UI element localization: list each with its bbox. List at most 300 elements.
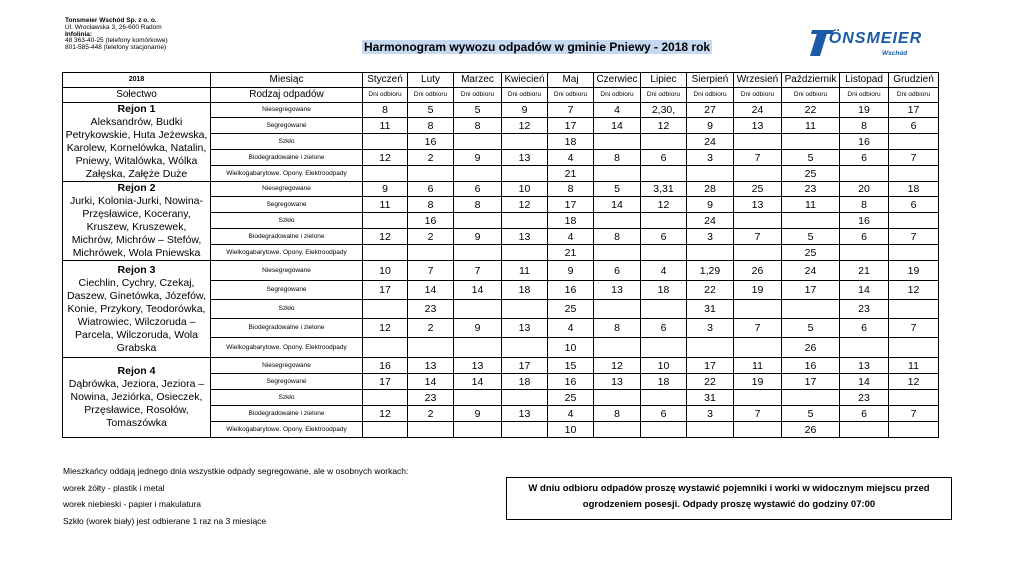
pickup-day-cell: 13 (454, 358, 502, 374)
region-cell (63, 261, 211, 358)
pickup-day-cell: 18 (548, 134, 594, 150)
pickup-day-cell: 11 (363, 197, 408, 213)
pickup-day-cell: 10 (548, 422, 594, 438)
pickup-day-cell: 5 (782, 406, 840, 422)
pickup-day-cell: 19 (734, 281, 782, 300)
infolinia-label: Infolinia: (65, 30, 93, 38)
pickup-day-cell (734, 134, 782, 150)
waste-type: Szkło (211, 134, 363, 150)
pickup-day-cell (641, 166, 687, 182)
pickup-day-cell: 26 (734, 261, 782, 281)
pickup-day-cell: 20 (840, 182, 889, 197)
pickup-day-cell (594, 422, 641, 438)
month-header: Marzec (454, 73, 502, 88)
pickup-day-cell (782, 300, 840, 319)
pickup-day-cell: 13 (502, 319, 548, 338)
pickup-day-cell: 11 (889, 358, 939, 374)
pickup-day-cell: 22 (687, 281, 734, 300)
month-label-header: Miesiąc (211, 73, 363, 88)
pickup-day-cell (454, 300, 502, 319)
pickup-day-cell (687, 245, 734, 261)
pickup-day-cell: 23 (408, 390, 454, 406)
pickup-day-cell: 12 (594, 358, 641, 374)
waste-type-header: Rodzaj odpadów (211, 88, 363, 103)
pickup-day-cell: 13 (408, 358, 454, 374)
pickup-day-cell: 13 (594, 374, 641, 390)
pickup-day-cell: 8 (594, 319, 641, 338)
region-villages: Jurki, Kolonia-Jurki, Nowina-Przęsławice, Kocerany, Kruszew, Kruszewek, Michrów, Michrów – Stefów, Michrówek, Wola Pniewska (69, 195, 204, 259)
pickup-days-header: Dni odbioru (408, 88, 454, 103)
subheader-row (63, 88, 939, 103)
pickup-day-cell: 14 (454, 281, 502, 300)
pickup-day-cell: 2 (408, 406, 454, 422)
pickup-day-cell: 6 (840, 229, 889, 245)
pickup-day-cell: 8 (408, 118, 454, 134)
pickup-day-cell: 9 (454, 229, 502, 245)
pickup-day-cell: 22 (687, 374, 734, 390)
pickup-day-cell: 6 (641, 229, 687, 245)
pickup-day-cell: 3 (687, 406, 734, 422)
pickup-day-cell: 3 (687, 319, 734, 338)
pickup-day-cell: 1,29 (687, 261, 734, 281)
pickup-day-cell: 3 (687, 229, 734, 245)
pickup-day-cell: 13 (502, 150, 548, 166)
pickup-day-cell (502, 213, 548, 229)
pickup-day-cell: 24 (734, 103, 782, 118)
waste-type: Segregowane (211, 374, 363, 390)
pickup-day-cell (889, 338, 939, 358)
waste-type: Wielkogabarytowe. Opony. Elektroodpady (211, 166, 363, 182)
pickup-day-cell: 7 (408, 261, 454, 281)
pickup-day-cell (363, 338, 408, 358)
phone-landline: 801-585-448 (telefony stacjonarne) (65, 44, 167, 52)
pickup-day-cell (594, 213, 641, 229)
pickup-day-cell: 5 (782, 150, 840, 166)
pickup-day-cell: 6 (641, 319, 687, 338)
pickup-day-cell: 4 (594, 103, 641, 118)
notes (63, 463, 408, 529)
pickup-day-cell: 2 (408, 319, 454, 338)
pickup-day-cell: 25 (548, 300, 594, 319)
pickup-day-cell: 13 (734, 118, 782, 134)
pickup-day-cell: 3,31 (641, 182, 687, 197)
pickup-day-cell: 7 (734, 319, 782, 338)
pickup-day-cell: 11 (782, 118, 840, 134)
waste-type: Szkło (211, 213, 363, 229)
waste-type: Wielkogabarytowe. Opony. Elektroodpady (211, 338, 363, 358)
pickup-day-cell (454, 134, 502, 150)
pickup-day-cell: 9 (548, 261, 594, 281)
pickup-day-cell: 10 (641, 358, 687, 374)
month-header: Listopad (840, 73, 889, 88)
pickup-day-cell: 12 (363, 406, 408, 422)
pickup-day-cell (734, 213, 782, 229)
region-name: Rejon 4 (117, 365, 156, 377)
pickup-day-cell: 19 (734, 374, 782, 390)
pickup-day-cell: 12 (889, 281, 939, 300)
pickup-day-cell (641, 245, 687, 261)
pickup-notice (506, 477, 952, 520)
pickup-day-cell: 4 (641, 261, 687, 281)
pickup-day-cell (363, 422, 408, 438)
region-cell (63, 358, 211, 438)
pickup-days-header: Dni odbioru (782, 88, 840, 103)
note-line: worek żółty - plastik i metal (63, 482, 165, 493)
pickup-day-cell (502, 338, 548, 358)
pickup-day-cell: 5 (782, 229, 840, 245)
region-name: Rejon 2 (117, 182, 156, 194)
pickup-day-cell: 10 (502, 182, 548, 197)
month-header: Grudzień (889, 73, 939, 88)
region-name: Rejon 3 (117, 263, 156, 276)
pickup-day-cell (734, 300, 782, 319)
pickup-day-cell (889, 166, 939, 182)
pickup-day-cell: 8 (454, 197, 502, 213)
pickup-day-cell: 19 (889, 261, 939, 281)
pickup-day-cell: 11 (502, 261, 548, 281)
pickup-day-cell (734, 422, 782, 438)
pickup-day-cell: 4 (548, 229, 594, 245)
pickup-day-cell (363, 245, 408, 261)
pickup-day-cell: 7 (889, 229, 939, 245)
pickup-day-cell: 9 (454, 319, 502, 338)
pickup-days-header: Dni odbioru (594, 88, 641, 103)
pickup-day-cell: 7 (454, 261, 502, 281)
month-header: Lipiec (641, 73, 687, 88)
pickup-day-cell: 12 (641, 197, 687, 213)
company-name: Tonsmeier Wschód Sp. z o. o. (65, 17, 157, 24)
waste-type: Biodegradowalne i zielone (211, 319, 363, 338)
pickup-day-cell (734, 338, 782, 358)
pickup-day-cell: 13 (502, 406, 548, 422)
pickup-day-cell: 14 (408, 281, 454, 300)
month-header: Październik (782, 73, 840, 88)
pickup-day-cell: 5 (782, 319, 840, 338)
pickup-day-cell (502, 134, 548, 150)
pickup-day-cell (889, 134, 939, 150)
region-villages: Ciechlin, Cychry, Czekaj, Daszew, Ginetówka, Józefów, Konie, Przykory, Teodorówka, Wiatrowiec, Wilczoruda – Parcela, Wilczoruda, Wola Grabska (67, 276, 206, 354)
pickup-day-cell (889, 390, 939, 406)
pickup-day-cell (502, 390, 548, 406)
month-header: Czerwiec (594, 73, 641, 88)
month-header: Maj (548, 73, 594, 88)
company-address: Ul. Wrocławska 3, 26-600 Radom (65, 23, 162, 31)
pickup-day-cell: 6 (454, 182, 502, 197)
pickup-day-cell (454, 390, 502, 406)
pickup-day-cell: 23 (782, 182, 840, 197)
pickup-day-cell: 9 (687, 197, 734, 213)
pickup-day-cell (641, 300, 687, 319)
pickup-day-cell (454, 213, 502, 229)
company-info (65, 18, 168, 52)
pickup-day-cell: 21 (548, 245, 594, 261)
pickup-day-cell (782, 390, 840, 406)
pickup-day-cell: 16 (408, 134, 454, 150)
pickup-day-cell: 9 (687, 118, 734, 134)
pickup-day-cell (687, 422, 734, 438)
pickup-day-cell: 16 (840, 134, 889, 150)
pickup-day-cell: 22 (782, 103, 840, 118)
region-villages: Dąbrówka, Jeziora, Jeziora – Nowina, Jeziórka, Osieczek, Przęsławice, Rosołów, Tomaszówka (68, 378, 205, 429)
pickup-day-cell: 9 (454, 150, 502, 166)
waste-type: Biodegradowalne i zielone (211, 229, 363, 245)
waste-type: Wielkogabarytowe. Opony. Elektroodpady (211, 245, 363, 261)
notice-line: ogrodzeniem posesji. Odpady proszę wystawić do godziny 07:00 (582, 499, 876, 510)
pickup-day-cell (734, 166, 782, 182)
note-line: Mieszkańcy oddają jednego dnia wszystkie odpady segregowane, ale w osobnych workach: (63, 466, 409, 476)
pickup-day-cell: 28 (687, 182, 734, 197)
pickup-day-cell (840, 338, 889, 358)
pickup-day-cell: 25 (782, 166, 840, 182)
pickup-day-cell: 2 (408, 150, 454, 166)
pickup-day-cell (408, 245, 454, 261)
pickup-day-cell: 12 (502, 118, 548, 134)
pickup-day-cell: 7 (734, 406, 782, 422)
pickup-day-cell (363, 134, 408, 150)
pickup-day-cell: 4 (548, 150, 594, 166)
pickup-day-cell: 5 (408, 103, 454, 118)
pickup-day-cell (594, 390, 641, 406)
pickup-day-cell (641, 213, 687, 229)
pickup-day-cell: 13 (840, 358, 889, 374)
pickup-day-cell: 8 (840, 197, 889, 213)
pickup-day-cell: 9 (502, 103, 548, 118)
pickup-day-cell (408, 166, 454, 182)
pickup-day-cell: 18 (641, 281, 687, 300)
solectwo-header: Sołectwo (63, 88, 211, 103)
pickup-day-cell (454, 166, 502, 182)
pickup-day-cell: 7 (889, 150, 939, 166)
pickup-day-cell: 25 (734, 182, 782, 197)
pickup-day-cell: 17 (782, 281, 840, 300)
pickup-day-cell (454, 245, 502, 261)
pickup-day-cell: 31 (687, 390, 734, 406)
table-row (63, 182, 939, 197)
pickup-day-cell (594, 166, 641, 182)
pickup-day-cell (840, 422, 889, 438)
waste-type: Segregowane (211, 118, 363, 134)
pickup-day-cell: 23 (840, 300, 889, 319)
company-logo (808, 26, 923, 62)
pickup-day-cell: 13 (502, 229, 548, 245)
pickup-day-cell: 14 (408, 374, 454, 390)
document-title: Harmonogram wywozu odpadów w gminie Pniewy - 2018 rok (364, 40, 711, 54)
pickup-day-cell (687, 338, 734, 358)
pickup-day-cell: 14 (594, 118, 641, 134)
pickup-day-cell: 12 (363, 229, 408, 245)
pickup-day-cell (408, 422, 454, 438)
pickup-days-header: Dni odbioru (840, 88, 889, 103)
pickup-day-cell: 6 (641, 150, 687, 166)
pickup-day-cell (594, 300, 641, 319)
pickup-day-cell: 31 (687, 300, 734, 319)
pickup-day-cell: 12 (363, 150, 408, 166)
region-cell (63, 182, 211, 261)
pickup-day-cell: 8 (548, 182, 594, 197)
header-row (63, 73, 939, 88)
pickup-day-cell: 18 (502, 281, 548, 300)
pickup-day-cell: 12 (641, 118, 687, 134)
pickup-day-cell (363, 166, 408, 182)
waste-type: Segregowane (211, 281, 363, 300)
pickup-day-cell: 11 (734, 358, 782, 374)
pickup-day-cell: 19 (840, 103, 889, 118)
pickup-days-header: Dni odbioru (363, 88, 408, 103)
pickup-day-cell: 6 (889, 118, 939, 134)
phone-mobile: 48 363-40-25 (telefony komórkowe) (65, 37, 168, 45)
pickup-day-cell: 24 (782, 261, 840, 281)
waste-type: Niesegregowane (211, 261, 363, 281)
pickup-days-header: Dni odbioru (641, 88, 687, 103)
pickup-day-cell: 16 (408, 213, 454, 229)
pickup-day-cell: 18 (889, 182, 939, 197)
pickup-day-cell: 8 (594, 150, 641, 166)
pickup-day-cell: 6 (889, 197, 939, 213)
pickup-day-cell: 6 (840, 150, 889, 166)
month-header: Sierpień (687, 73, 734, 88)
pickup-day-cell: 8 (408, 197, 454, 213)
pickup-day-cell (502, 422, 548, 438)
pickup-day-cell (594, 338, 641, 358)
pickup-day-cell (363, 213, 408, 229)
waste-type: Niesegregowane (211, 182, 363, 197)
pickup-days-header: Dni odbioru (889, 88, 939, 103)
pickup-day-cell (454, 338, 502, 358)
pickup-day-cell (782, 134, 840, 150)
region-name: Rejon 1 (117, 103, 156, 115)
pickup-day-cell: 10 (363, 261, 408, 281)
pickup-day-cell (641, 422, 687, 438)
pickup-day-cell: 16 (363, 358, 408, 374)
pickup-day-cell: 17 (502, 358, 548, 374)
pickup-day-cell: 14 (594, 197, 641, 213)
pickup-days-header: Dni odbioru (687, 88, 734, 103)
pickup-day-cell: 8 (840, 118, 889, 134)
waste-type: Biodegradowalne i zielone (211, 150, 363, 166)
table-row (63, 358, 939, 374)
table-row (63, 103, 939, 118)
pickup-day-cell: 23 (840, 390, 889, 406)
pickup-day-cell: 11 (363, 118, 408, 134)
pickup-day-cell: 17 (548, 118, 594, 134)
pickup-day-cell: 17 (782, 374, 840, 390)
pickup-day-cell: 7 (889, 406, 939, 422)
pickup-day-cell (889, 422, 939, 438)
pickup-day-cell: 18 (641, 374, 687, 390)
pickup-day-cell: 14 (454, 374, 502, 390)
pickup-day-cell: 6 (408, 182, 454, 197)
region-cell (63, 103, 211, 182)
pickup-days-header: Dni odbioru (548, 88, 594, 103)
waste-type: Segregowane (211, 197, 363, 213)
pickup-day-cell (840, 166, 889, 182)
pickup-day-cell: 5 (594, 182, 641, 197)
pickup-day-cell: 18 (502, 374, 548, 390)
pickup-day-cell: 5 (454, 103, 502, 118)
pickup-day-cell (594, 245, 641, 261)
pickup-day-cell: 27 (687, 103, 734, 118)
pickup-day-cell: 8 (454, 118, 502, 134)
pickup-day-cell: 2 (408, 229, 454, 245)
pickup-day-cell: 21 (548, 166, 594, 182)
pickup-day-cell: 13 (734, 197, 782, 213)
pickup-days-header: Dni odbioru (454, 88, 502, 103)
pickup-day-cell: 16 (548, 374, 594, 390)
waste-type: Niesegregowane (211, 103, 363, 118)
pickup-day-cell: 25 (782, 245, 840, 261)
pickup-day-cell: 26 (782, 338, 840, 358)
waste-type: Szkło (211, 300, 363, 319)
logo-subtext: Wschód (882, 50, 908, 57)
schedule-table (62, 72, 939, 438)
pickup-day-cell: 14 (840, 281, 889, 300)
pickup-day-cell: 7 (889, 319, 939, 338)
waste-type: Szkło (211, 390, 363, 406)
notice-line: W dniu odbioru odpadów proszę wystawić pojemniki i worki w widocznym miejscu przed (528, 483, 930, 494)
waste-type: Biodegradowalne i zielone (211, 406, 363, 422)
pickup-day-cell (502, 245, 548, 261)
pickup-day-cell (363, 390, 408, 406)
pickup-days-header: Dni odbioru (734, 88, 782, 103)
pickup-day-cell: 13 (594, 281, 641, 300)
pickup-day-cell: 16 (782, 358, 840, 374)
pickup-day-cell (734, 245, 782, 261)
pickup-day-cell: 10 (548, 338, 594, 358)
pickup-day-cell: 26 (782, 422, 840, 438)
pickup-day-cell (502, 166, 548, 182)
waste-type: Niesegregowane (211, 358, 363, 374)
pickup-day-cell: 9 (454, 406, 502, 422)
note-line: worek niebieski - papier i makulatura (63, 499, 201, 509)
pickup-day-cell: 8 (594, 406, 641, 422)
pickup-day-cell: 2,30, (641, 103, 687, 118)
pickup-day-cell: 16 (548, 281, 594, 300)
pickup-day-cell: 6 (840, 319, 889, 338)
pickup-day-cell (782, 213, 840, 229)
year-header: 2018 (63, 73, 211, 88)
pickup-day-cell: 17 (687, 358, 734, 374)
pickup-day-cell: 18 (548, 213, 594, 229)
pickup-day-cell (641, 390, 687, 406)
pickup-day-cell (687, 166, 734, 182)
pickup-day-cell: 17 (548, 197, 594, 213)
pickup-day-cell: 16 (840, 213, 889, 229)
pickup-day-cell (408, 338, 454, 358)
pickup-day-cell (889, 245, 939, 261)
pickup-day-cell: 3 (687, 150, 734, 166)
pickup-day-cell (641, 338, 687, 358)
pickup-day-cell: 6 (840, 406, 889, 422)
pickup-day-cell: 12 (889, 374, 939, 390)
pickup-day-cell: 4 (548, 319, 594, 338)
month-header: Styczeń (363, 73, 408, 88)
pickup-day-cell: 15 (548, 358, 594, 374)
pickup-day-cell: 8 (363, 103, 408, 118)
pickup-day-cell: 12 (502, 197, 548, 213)
pickup-day-cell: 24 (687, 213, 734, 229)
pickup-day-cell (889, 213, 939, 229)
pickup-day-cell (641, 134, 687, 150)
pickup-day-cell (734, 390, 782, 406)
pickup-day-cell (840, 245, 889, 261)
logo-text: TÖNSMEIER (818, 30, 923, 47)
pickup-day-cell: 8 (594, 229, 641, 245)
pickup-day-cell: 25 (548, 390, 594, 406)
pickup-day-cell (594, 134, 641, 150)
pickup-day-cell: 17 (363, 374, 408, 390)
month-header: Wrzesień (734, 73, 782, 88)
pickup-day-cell: 4 (548, 406, 594, 422)
